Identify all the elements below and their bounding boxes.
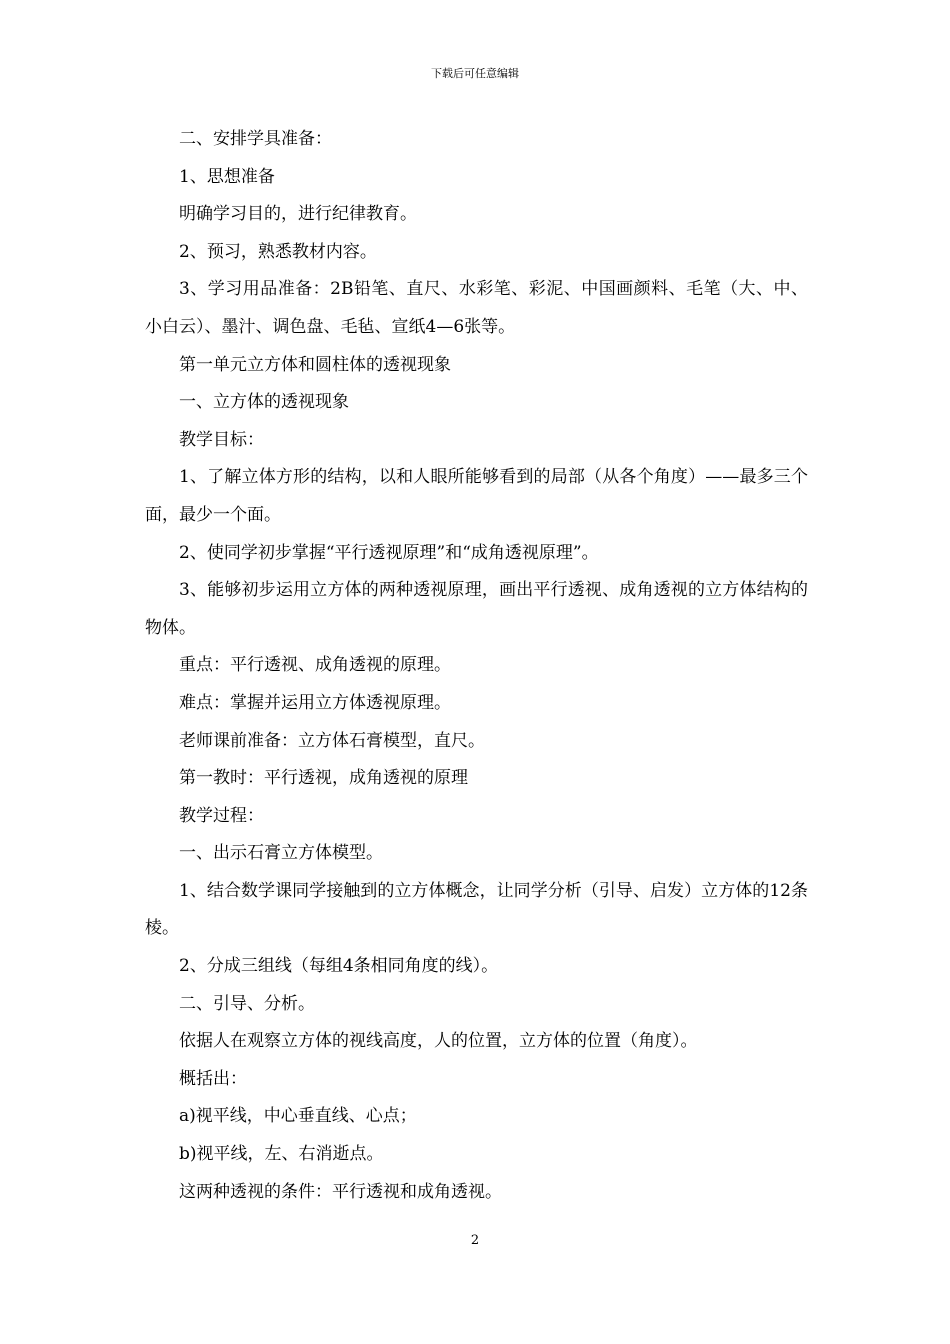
- paragraph-12: 重点：平行透视、成角透视的原理。: [179, 655, 451, 676]
- paragraph-4: 2、预习，熟悉教材内容。: [179, 241, 377, 262]
- paragraph-22: 概括出：: [179, 1068, 247, 1089]
- paragraph-2: 1、思想准备: [179, 166, 275, 187]
- paragraph-9: 1、了解立体方形的结构，以和人眼所能够看到的局部（从各个角度）——最多三个面，最少一个面。: [145, 467, 808, 525]
- paragraph-21: 依据人在观察立方体的视线高度，人的位置，立方体的位置（角度）。: [179, 1031, 698, 1052]
- paragraph-25: 这两种透视的条件：平行透视和成角透视。: [179, 1181, 502, 1202]
- paragraph-24: b)视平线，左、右消逝点。: [179, 1144, 384, 1165]
- paragraph-17: 一、出示石膏立方体模型。: [179, 843, 383, 864]
- paragraph-10: 2、使同学初步掌握“平行透视原理”和“成角透视原理”。: [179, 542, 599, 563]
- paragraph-5: 3、学习用品准备：2B铅笔、直尺、水彩笔、彩泥、中国画颜料、毛笔（大、中、小白云）、墨汁、调色盘、毛毡、宣纸4—6张等。: [145, 279, 808, 337]
- paragraph-7: 一、立方体的透视现象: [179, 392, 349, 413]
- paragraph-13: 难点：掌握并运用立方体透视原理。: [179, 692, 451, 713]
- paragraph-3: 明确学习目的，进行纪律教育。: [179, 204, 417, 225]
- paragraph-6: 第一单元立方体和圆柱体的透视现象: [179, 354, 451, 375]
- paragraph-16: 教学过程：: [179, 805, 264, 826]
- paragraph-23: a)视平线，中心垂直线、心点；: [179, 1106, 417, 1127]
- page-number: 2: [470, 1233, 480, 1248]
- paragraph-19: 2、分成三组线（每组4条相同角度的线）。: [179, 956, 499, 977]
- paragraph-15: 第一教时：平行透视，成角透视的原理: [179, 768, 468, 789]
- paragraph-18: 1、结合数学课同学接触到的立方体概念，让同学分析（引导、启发）立方体的12条棱。: [145, 880, 808, 939]
- paragraph-8: 教学目标：: [179, 429, 264, 450]
- page-header: 下载后可任意编辑: [431, 67, 519, 80]
- paragraph-1: 二、安排学具准备：: [179, 129, 332, 149]
- paragraph-20: 二、引导、分析。: [179, 993, 315, 1014]
- paragraph-11: 3、能够初步运用立方体的两种透视原理，画出平行透视、成角透视的立方体结构的物体。: [145, 580, 808, 638]
- paragraph-14: 老师课前准备：立方体石膏模型，直尺。: [179, 730, 485, 751]
- document-body: [145, 121, 808, 1211]
